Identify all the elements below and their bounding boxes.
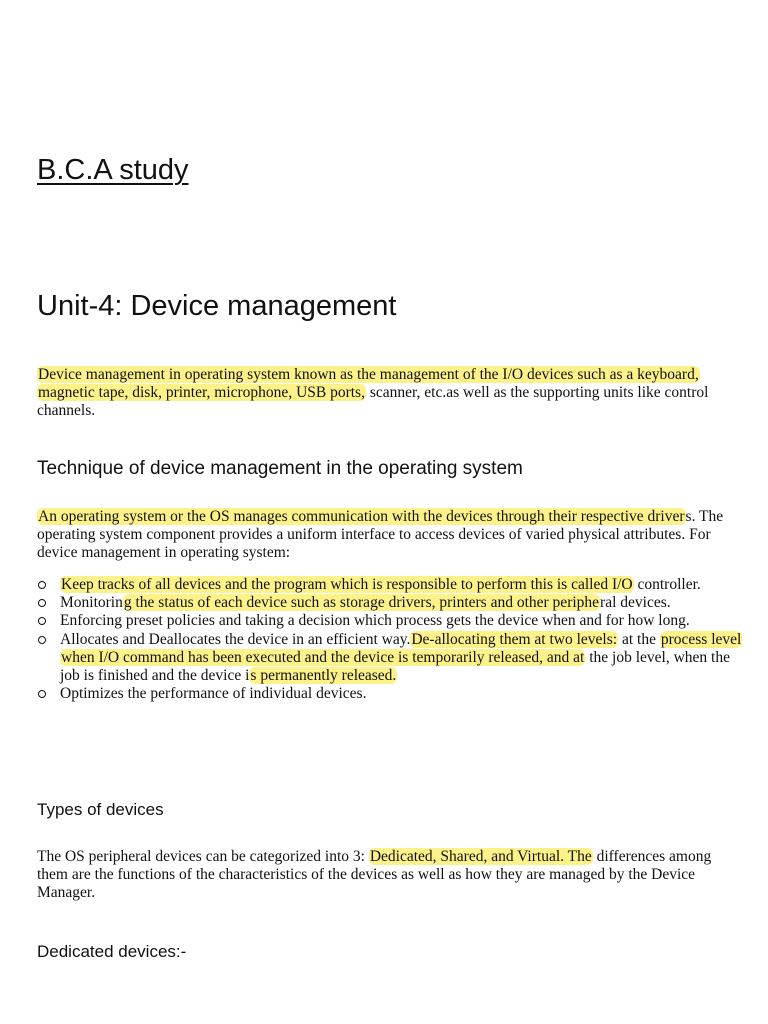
intro-highlight: Device management in operating system known as the management of the I/O devices such as a keyboard, magnetic tape, disk, printer, microphone, USB ports, [38,366,699,402]
bullet-text: the job level, when the job is finished and the device i [60,648,730,685]
list-item [37,631,747,686]
bullet-highlight: process level when I/O command has been executed and the device is temporarily released, and at [61,630,742,666]
list-item [37,612,747,630]
page-title: Unit-4: Device management [37,290,397,322]
technique-paragraph [37,508,737,563]
bullet-text: Enforcing preset policies and taking a decision which process gets the device when and for how long. [60,612,690,630]
list-item [37,594,747,612]
types-text: differences among them are the functions of the characteristics of the devices as well as how they are managed by the Device Manager. [37,848,712,902]
bullet-text: controller. [633,576,701,593]
types-highlight: Dedicated, Shared, and Virtual. The [369,848,592,865]
bullet-highlight: De-allocating them at two levels: [411,630,618,648]
bullet-text: Monitorin [60,594,123,612]
bullet-highlight: Keep tracks of all devices and the program which is responsible to perform this is called I/O [61,576,633,593]
types-text: The OS peripheral devices can be categorized into 3: [37,848,369,865]
types-paragraph [37,848,737,903]
bullet-icon [38,636,46,644]
types-heading: Types of devices [37,800,164,819]
bullet-icon [38,581,46,589]
site-title[interactable]: B.C.A study [37,154,189,186]
technique-text: s. The operating system component provides a uniform interface to access devices of varied physical attributes. For device management in operating system: [37,508,724,562]
bullet-icon [38,599,46,607]
technique-highlight: An operating system or the OS manages communication with the devices through their respective driver [38,508,685,525]
bullet-text: Optimizes the performance of individual devices. [60,685,367,703]
bullet-text: Allocates and Deallocates the device in an efficient way. [60,630,411,648]
intro-paragraph [37,366,737,421]
bullet-highlight: s permanently released. [250,667,397,685]
bullet-text: at the [618,630,660,648]
dedicated-devices-heading: Dedicated devices:- [37,942,187,961]
technique-bullet-list [37,576,747,703]
technique-heading: Technique of device management in the operating system [37,458,523,479]
list-item [37,685,747,703]
intro-text: scanner, etc.as well as the supporting units like control channels. [37,384,709,420]
bullet-highlight: g the status of each device such as storage drivers, printers and other periphe [123,594,600,612]
bullet-icon [38,617,46,625]
list-item [37,576,747,594]
bullet-text: ral devices. [600,594,671,612]
bullet-icon [38,690,46,698]
